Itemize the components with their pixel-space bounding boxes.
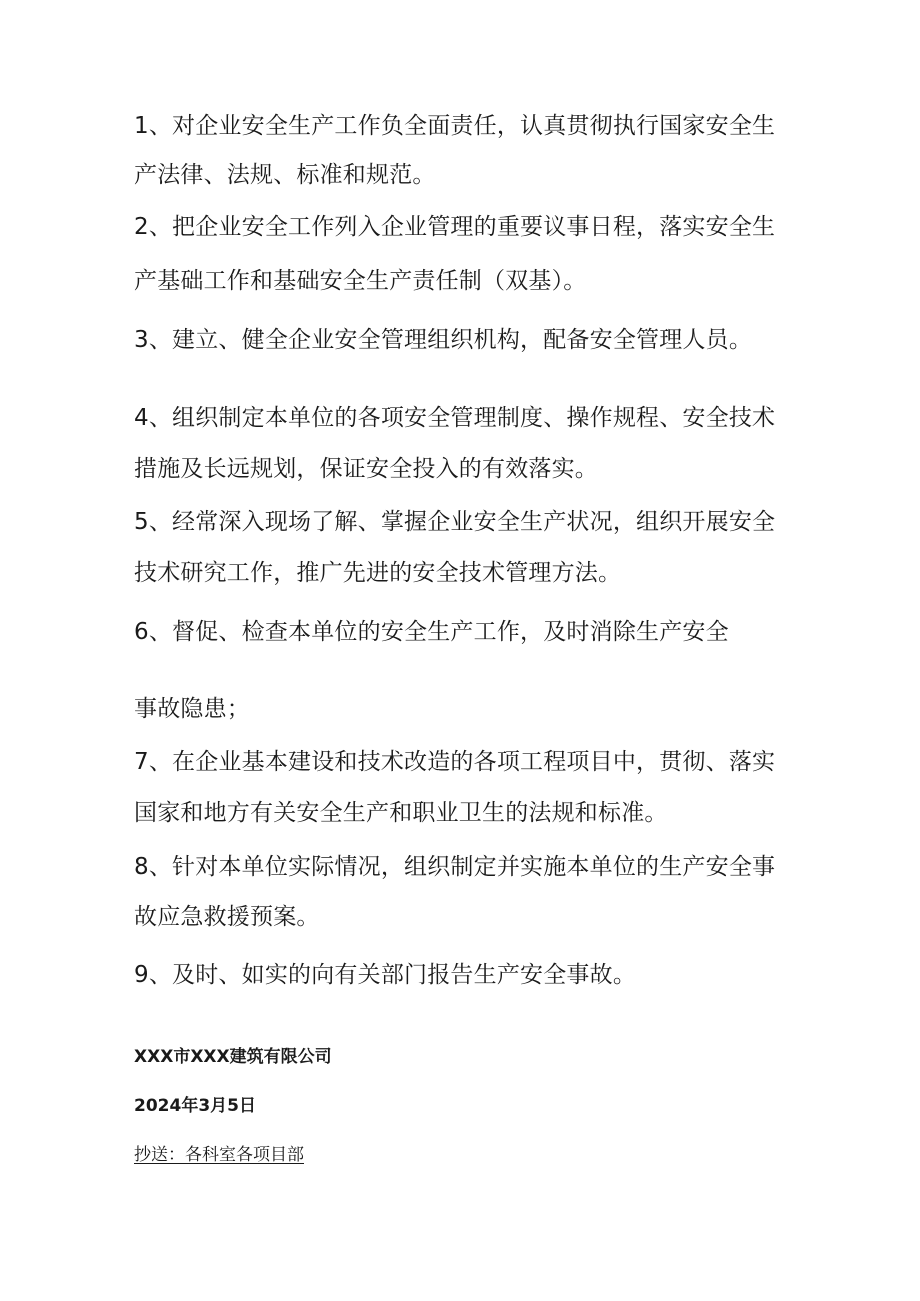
duty-2-line-1: 2、把企业安全工作列入企业管理的重要议事日程，落实安全生 [134, 214, 776, 240]
duty-9-line-1: 9、及时、如实的向有关部门报告生产安全事故。 [134, 962, 637, 988]
duty-6-line-1: 6、督促、检查本单位的安全生产工作，及时消除生产安全 [134, 619, 729, 645]
duty-3-line-1: 3、建立、健全企业安全管理组织机构，配备安全管理人员。 [134, 327, 753, 353]
duty-5-line-2: 技术研究工作，推广先进的安全技术管理方法。 [134, 560, 622, 586]
duty-1-line-1: 1、对企业安全生产工作负全面责任，认真贯彻执行国家安全生 [134, 113, 776, 139]
duty-6-line-2: 事故隐患； [134, 696, 250, 722]
cc-recipients: 抄送：各科室各项目部 [134, 1145, 304, 1165]
duty-5-line-1: 5、经常深入现场了解、掌握企业安全生产状况，组织开展安全 [134, 509, 776, 535]
issue-date: 2024年3月5日 [134, 1096, 256, 1116]
duty-1-line-2: 产法律、法规、标准和规范。 [134, 162, 436, 188]
duty-8-line-2: 故应急救援预案。 [134, 904, 320, 930]
duty-7-line-1: 7、在企业基本建设和技术改造的各项工程项目中，贯彻、落实 [134, 749, 776, 775]
company-name: XXX市XXX建筑有限公司 [134, 1047, 332, 1067]
duty-4-line-2: 措施及长远规划，保证安全投入的有效落实。 [134, 456, 598, 482]
duty-7-line-2: 国家和地方有关安全生产和职业卫生的法规和标准。 [134, 800, 668, 826]
duty-2-line-2: 产基础工作和基础安全生产责任制（双基）。 [134, 268, 587, 294]
duty-4-line-1: 4、组织制定本单位的各项安全管理制度、操作规程、安全技术 [134, 405, 776, 431]
duty-8-line-1: 8、针对本单位实际情况，组织制定并实施本单位的生产安全事 [134, 854, 776, 880]
